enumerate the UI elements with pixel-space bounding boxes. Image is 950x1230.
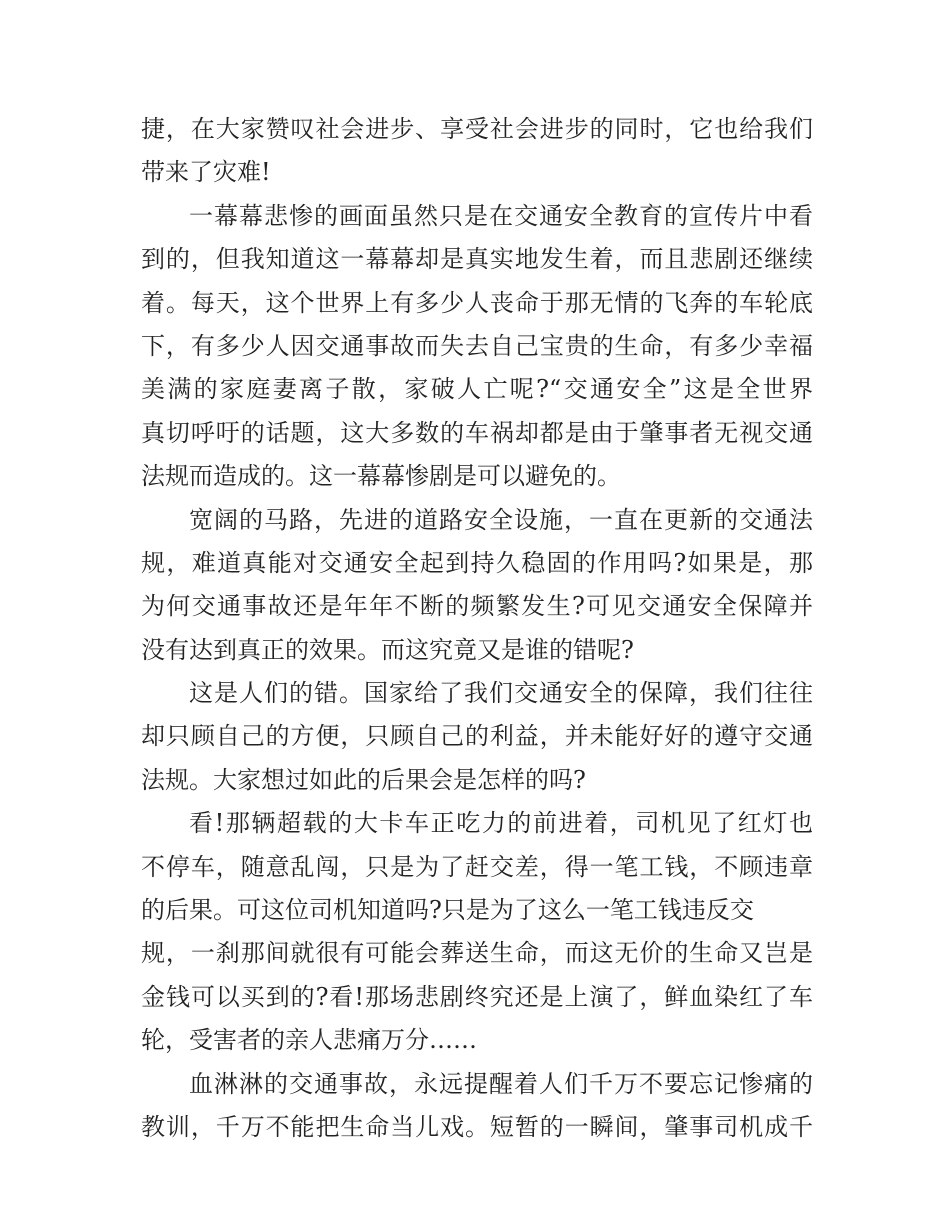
text-line: 捷，在大家赞叹社会进步、享受社会进步的同时，它也给我们 xyxy=(141,115,813,143)
text-line: 一幕幕悲惨的画面虽然只是在交通安全教育的宣传片中看 xyxy=(189,201,813,230)
text-line: 不停车，随意乱闯，只是为了赶交差，得一笔工钱，不顾违章 xyxy=(141,852,813,881)
text-line: 没有达到真正的效果。而这究竟又是谁的错呢? xyxy=(141,635,634,664)
text-line: 美满的家庭妻离子散，家破人亡呢?“交通安全”这是全世界 xyxy=(141,375,813,404)
text-line: 规，难道真能对交通安全起到持久稳固的作用吗?如果是，那 xyxy=(141,548,813,577)
text-line: 看!那辆超载的大卡车正吃力的前进着，司机见了红灯也 xyxy=(189,809,813,838)
text-line: 带来了灾难! xyxy=(141,158,271,187)
text-line: 教训，千万不能把生命当儿戏。短暂的一瞬间，肇事司机成千 xyxy=(141,1112,813,1141)
text-line: 轮，受害者的亲人悲痛万分…… xyxy=(141,1026,477,1055)
text-line: 为何交通事故还是年年不断的频繁发生?可见交通安全保障并 xyxy=(141,592,813,621)
text-line: 宽阔的马路，先进的道路安全设施，一直在更新的交通法 xyxy=(189,505,813,534)
text-line: 的后果。可这位司机知道吗?只是为了这么一笔工钱违反交 xyxy=(141,896,754,925)
text-line: 血淋淋的交通事故，永远提醒着人们千万不要忘记惨痛的 xyxy=(189,1069,813,1098)
document-body xyxy=(141,108,813,1149)
text-line: 法规。大家想过如此的后果会是怎样的吗? xyxy=(141,765,586,794)
text-line: 这是人们的错。国家给了我们交通安全的保障，我们往往 xyxy=(189,679,813,708)
text-line: 到的，但我知道这一幕幕却是真实地发生着，而且悲剧还继续 xyxy=(141,245,813,274)
text-line: 下，有多少人因交通事故而失去自己宝贵的生命，有多少幸福 xyxy=(141,331,813,360)
text-line: 规，一刹那间就很有可能会葬送生命，而这无价的生命又岂是 xyxy=(141,939,813,968)
text-line: 真切呼吁的话题，这大多数的车祸却都是由于肇事者无视交通 xyxy=(141,418,813,447)
text-line: 金钱可以买到的?看!那场悲剧终究还是上演了，鲜血染红了车 xyxy=(141,982,813,1011)
text-line: 却只顾自己的方便，只顾自己的利益，并未能好好的遵守交通 xyxy=(141,722,813,751)
text-line: 着。每天，这个世界上有多少人丧命于那无情的飞奔的车轮底 xyxy=(141,288,813,317)
text-line: 法规而造成的。这一幕幕惨剧是可以避免的。 xyxy=(141,462,621,491)
